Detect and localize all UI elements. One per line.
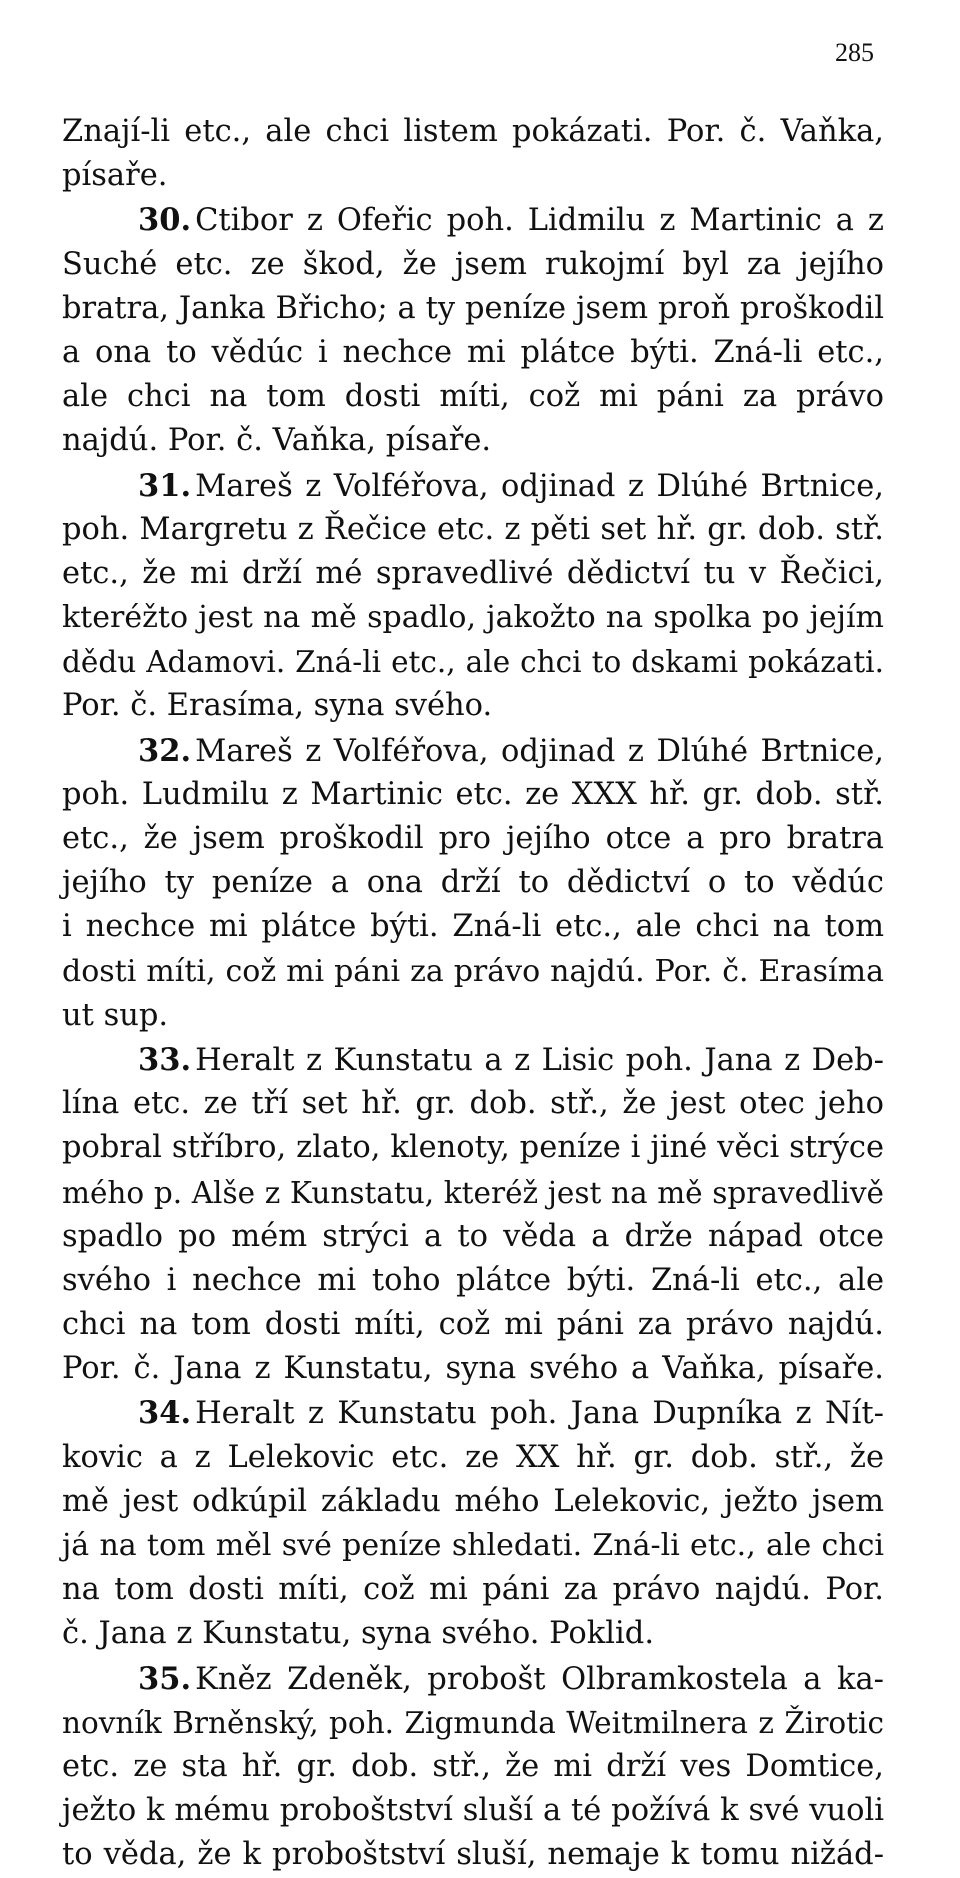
line-text: písaře. [62,158,168,194]
text-line [62,773,884,817]
line-text: č. Jana z Kunstatu, syna svého. Poklid. [62,1616,655,1652]
text-line [62,596,884,640]
line-text: poh. Margretu z Řečice etc. z pěti set hř. gr. dob. stř. [62,511,884,547]
line-text: jejího ty peníze a ona drží to dědictví o to vědúc [62,865,884,901]
text-line [62,1480,884,1524]
text-line [62,1524,884,1568]
line-text: dosti míti, což mi páni za právo najdú. Por. č. Erasíma [62,953,884,989]
line-text: mě jest odkúpil základu mého Lelekovic, ježto jsem [62,1483,884,1519]
text-line [62,1789,884,1833]
text-line [62,508,884,552]
text-line [62,110,884,154]
line-text: Suché etc. ze škod, že jsem rukojmí byl za jejího [62,246,884,282]
line-text: novník Brněnský, poh. Zigmunda Weitmilnera z Žirotic [62,1705,884,1740]
entry-number: 31. [138,467,192,504]
entry-first-line [62,1657,884,1701]
text-line [62,287,884,331]
line-text: na tom dosti míti, což mi páni za právo najdú. Por. [62,1572,884,1608]
line-text: Por. č. Jana z Kunstatu, syna svého a Vaňka, písaře. [62,1351,884,1387]
line-text: to věda, že k proboštství sluší, nemaje k tomu nižád- [62,1837,884,1873]
line-text: Mareš z Volféřova, odjinad z Dlúhé Brtnice, [195,733,884,769]
text-line [62,1745,884,1789]
entry-number: 34. [138,1395,192,1432]
text-line [62,1171,884,1215]
line-text: etc. ze sta hř. gr. dob. stř., že mi drží ves Domtice, [62,1748,884,1784]
line-text: Znají-li etc., ale chci listem pokázati. Por. č. Vaňka, [62,114,884,149]
text-line [62,1833,884,1877]
line-text: ut sup. [62,997,169,1033]
text-line [62,905,884,949]
line-text: pobral stříbro, zlato, klenoty, peníze i jiné věci strýce [62,1130,884,1166]
line-text: ježto k mému proboštství sluší a té požívá k své vuoli [62,1793,884,1829]
line-text: Heralt z Kunstatu a z Lisic poh. Jana z Deb- [195,1042,884,1078]
text-line [62,861,884,905]
line-text: Kněz Zdeněk, probošt Olbramkostela a ka- [195,1661,884,1697]
line-text: i nechce mi plátce býti. Zná-li etc., ale chci na tom [62,909,884,945]
line-text: Ctibor z Ofeřic poh. Lidmilu z Martinic a z [195,203,884,239]
text-line [62,154,884,198]
line-text: ale chci na tom dosti míti, což mi páni za právo [62,379,884,415]
line-text: Heralt z Kunstatu poh. Jana Dupníka z Nít- [195,1396,884,1432]
line-text: svého i nechce mi toho plátce býti. Zná-li etc., ale [62,1262,884,1298]
text-line [62,419,884,463]
line-text: spadlo po mém strýci a to věda a drže nápad otce [62,1218,884,1254]
line-text: najdú. Por. č. Vaňka, písaře. [62,423,492,459]
entry-first-line [62,464,884,508]
line-text: poh. Ludmilu z Martinic etc. ze XXX hř. gr. dob. stř. [62,776,884,812]
text-line [62,1701,884,1745]
text-line [62,1303,884,1347]
entry-number: 30. [138,202,192,239]
entry-first-line [62,198,884,242]
line-text: a ona to vědúc i nechce mi plátce býti. Zná-li etc., [62,334,884,370]
text-line [62,1259,884,1303]
text-line [62,1612,884,1656]
line-text: Mareš z Volféřova, odjinad z Dlúhé Brtnice, [195,468,884,504]
entry-first-line [62,729,884,773]
text-line [62,1568,884,1612]
text-line [62,1215,884,1259]
line-text: bratra, Janka Břicho; a ty peníze jsem proň proškodil [62,290,884,326]
text-line [62,817,884,861]
entry-number: 33. [138,1041,192,1078]
text-line [62,1126,884,1170]
line-text: etc., že mi drží mé spravedlivé dědictví tu v Řečici, [62,555,884,591]
text-line [62,1347,884,1391]
line-text: já na tom měl své peníze shledati. Zná-li etc., ale chci [62,1528,884,1563]
line-text: Por. č. Erasíma, syna svého. [62,688,493,724]
line-text: dědu Adamovi. Zná-li etc., ale chci to dskami pokázati. [62,645,884,680]
entry-number: 32. [138,732,192,769]
text-line [62,1082,884,1126]
entry-first-line [62,1391,884,1435]
text-line [62,243,884,287]
text-line [62,994,884,1038]
text-line [62,552,884,596]
text-line [62,1436,884,1480]
page-body-text [62,110,884,1878]
entry-number: 35. [138,1660,192,1697]
text-line [62,684,884,728]
line-text: chci na tom dosti míti, což mi páni za právo najdú. [62,1307,884,1343]
line-text: etc., že jsem proškodil pro jejího otce a pro bratra [62,821,884,856]
line-text: kteréžto jest na mě spadlo, jakožto na spolka po jejím [62,600,884,636]
line-text: kovic a z Lelekovic etc. ze XX hř. gr. dob. stř., že [62,1439,884,1475]
text-line [62,331,884,375]
line-text: mého p. Alše z Kunstatu, kteréž jest na mě spravedlivě [62,1175,884,1210]
entry-first-line [62,1038,884,1082]
page-number: 285 [835,38,874,67]
text-line [62,375,884,419]
line-text: lína etc. ze tří set hř. gr. dob. stř., že jest otec jeho [62,1086,884,1122]
text-line [62,950,884,994]
text-line [62,640,884,684]
